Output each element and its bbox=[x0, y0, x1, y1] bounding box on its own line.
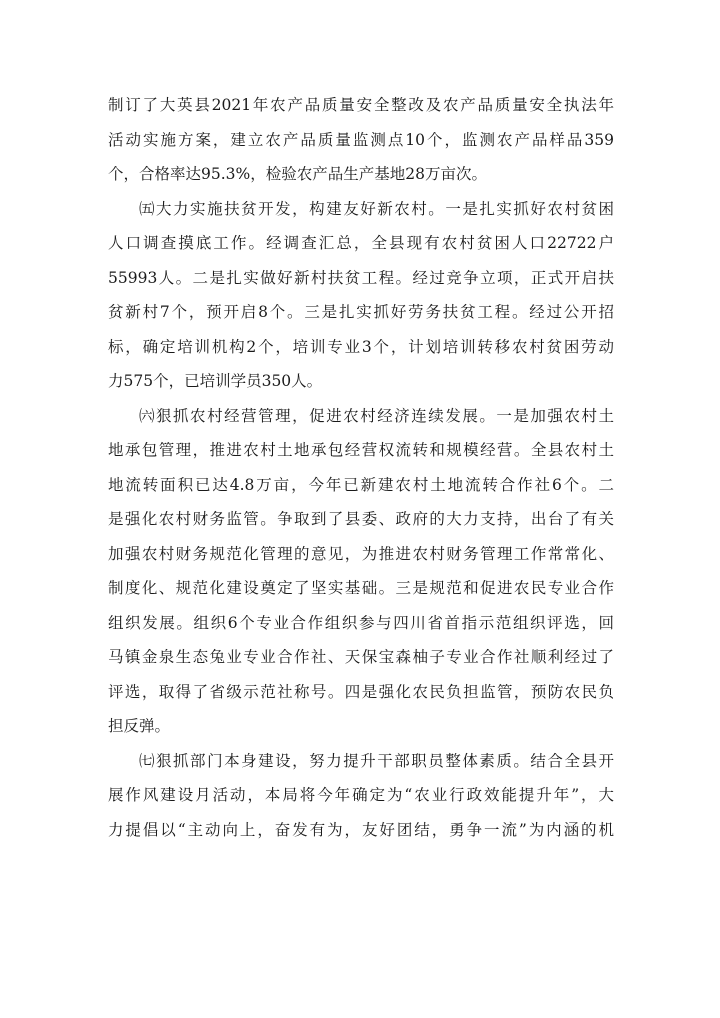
text-line: 55993人。二是扎实做好新村扶贫工程。经过竞争立项，正式开启扶 bbox=[108, 268, 614, 287]
text-line: 地流转面积已达4.8万亩，今年已新建农村土地流转合作社6个。二 bbox=[108, 475, 614, 494]
text-line: 地承包管理，推进农村土地承包经营权流转和规模经营。全县农村土 bbox=[108, 441, 614, 459]
paragraph-quality-safety bbox=[108, 88, 614, 192]
text-line: 标，确定培训机构2个，培训专业3个，计划培训转移农村贫困劳动 bbox=[108, 337, 614, 356]
paragraph-rural-management bbox=[108, 399, 614, 744]
text-line: 展作风建设月活动，本局将今年确定为“农业行政效能提升年”，大 bbox=[108, 786, 614, 804]
document-page bbox=[108, 88, 614, 847]
text-line: 力575个，已培训学员350人。 bbox=[108, 372, 323, 390]
text-line: 贫新村7个，预开启8个。三是扎实抓好劳务扶贫工程。经过公开招 bbox=[108, 303, 614, 321]
paragraph-poverty-alleviation bbox=[108, 192, 614, 399]
text-line: 个，合格率达95.3%，检验农产品生产基地28万亩次。 bbox=[108, 165, 487, 183]
text-line: ㈦狠抓部门本身建设，努力提升干部职员整体素质。结合全县开 bbox=[139, 751, 614, 770]
paragraph-department-building bbox=[108, 744, 614, 848]
text-line: ㈥狠抓农村经营管理，促进农村经济连续发展。一是加强农村土 bbox=[139, 406, 614, 425]
text-line: 担反弹。 bbox=[108, 717, 171, 735]
text-line: 评选，取得了省级示范社称号。四是强化农民负担监管，预防农民负 bbox=[108, 682, 614, 701]
text-line: 加强农村财务规范化管理的意见，为推进农村财务管理工作常常化、 bbox=[108, 544, 614, 563]
text-line: ㈤大力实施扶贫开发，构建友好新农村。一是扎实抓好农村贫困 bbox=[139, 199, 614, 218]
text-line: 人口调查摸底工作。经调查汇总，全县现有农村贫困人口22722户 bbox=[108, 234, 614, 252]
text-line: 活动实施方案，建立农产品质量监测点10个，监测农产品样品359 bbox=[108, 130, 614, 149]
text-line: 是强化农村财务监管。争取到了县委、政府的大力支持，出台了有关 bbox=[108, 510, 614, 528]
text-line: 马镇金泉生态兔业专业合作社、天保宝森柚子专业合作社顺利经过了 bbox=[108, 648, 614, 666]
text-line: 力提倡以“主动向上，奋发有为，友好团结，勇争一流”为内涵的机 bbox=[108, 820, 614, 839]
text-line: 制度化、规范化建设奠定了坚实基础。三是规范和促进农民专业合作 bbox=[108, 579, 614, 597]
text-line: 组织发展。组织6个专业合作组织参与四川省首指示范组织评选，回 bbox=[108, 613, 614, 632]
text-line: 制订了大英县2021年农产品质量安全整改及农产品质量安全执法年 bbox=[108, 96, 614, 114]
